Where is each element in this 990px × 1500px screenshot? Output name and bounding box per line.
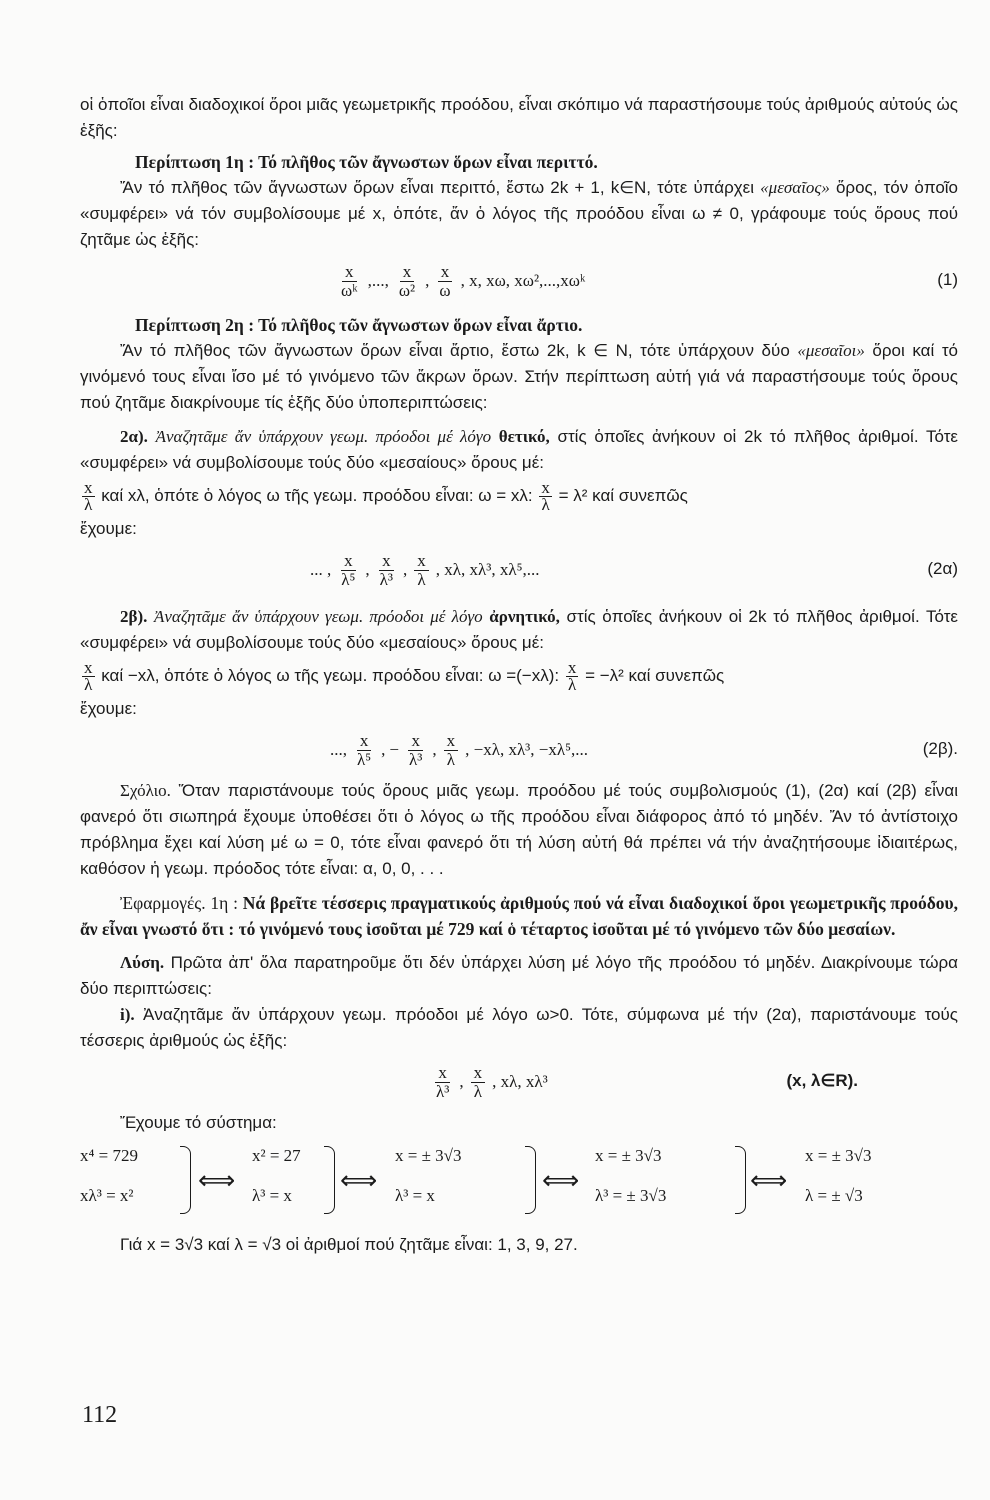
fraction: $\frac{x}{\text{λ³}}$ xyxy=(436,1062,450,1101)
formula-dots: ,..., xyxy=(367,271,389,290)
case1-heading: Περίπτωση 1η : Τό πλῆθος τῶν ἄγνωστων ὅρων εἶναι περιττό. xyxy=(135,152,598,172)
sub2a-paragraph xyxy=(80,424,958,476)
equation-system xyxy=(80,1142,958,1232)
formula-2b: ..., $\frac{x}{\text{λ⁵}}$ , − $\frac{x}{\text{λ³}}$ , $\frac{x}{\lambda}$ , −xλ, xλ³, −xλ⁵,... (2β). xyxy=(330,730,958,769)
system-step-5: x = ± 3√3 λ = ± √3 xyxy=(805,1146,872,1205)
fraction: $\frac{x}{\text{ωᵏ}}$ xyxy=(341,261,358,300)
fraction: $\frac{x}{\lambda}$ xyxy=(444,732,459,769)
sub2b-echoume: ἔχουμε: xyxy=(80,699,137,718)
sub2b-label: 2β). xyxy=(120,607,148,626)
system-intro: Ἔχουμε τό σύστημα: xyxy=(120,1113,277,1132)
equation-number: (x, λ∈R). xyxy=(786,1071,858,1090)
application-paragraph xyxy=(80,890,958,942)
equivalence-arrow: ⟺ xyxy=(198,1166,236,1196)
equivalence-arrow: ⟺ xyxy=(340,1166,378,1196)
system-step-1: x⁴ = 729 xλ³ = x² xyxy=(80,1142,190,1222)
formula-solution: $\frac{x}{\text{λ³}}$ , $\frac{x}{\lambda}$ , xλ, xλ³ (x, λ∈R). xyxy=(80,1056,958,1108)
remark-paragraph xyxy=(80,778,958,882)
fraction: $\frac{x}{\lambda}$ xyxy=(414,552,429,589)
application-label: Ἐφαρμογές. 1η : xyxy=(120,893,238,913)
case1-text-b: ὅρος, τόν ὁποῖο «συμφέρει» νά τόν συμβολίσουμε μέ x, ὁπότε, ἄν ὁ λόγος τῆς προόδου εἶναι ω ≠ 0, γράφουμε τούς ὅρους πού ζητᾶμε ὡς ἑξῆς: xyxy=(80,178,959,249)
case1-text-italic: «μεσαῖος» xyxy=(760,178,830,197)
sub2a-echoume: ἔχουμε: xyxy=(80,519,137,538)
remark-text: Ὅταν παριστάνουμε τούς ὅρους μιᾶς γεωμ. προόδου μέ τούς συμβολισμούς (1), (2α) καί (2β) εἶναι φανερό ὅτι σιωπηρά ἔχουμε ὑποθέσει ὅτι ὁ λόγος ω τῆς προόδου εἶναι διάφορος ἀπό τό μηδέν. Ἄν τό ἀντίστοιχο πρόβλημα ἔχει καί λύση μέ ω = 0, τότε εἶναι φανερό ὅτι τή λύση αὐτή θά πρέπει νά τήν ἀναζητήσουμε ἰδιαιτέρως, καθόσον ἡ γεωμ. πρόοδος τότε εἶναι: α, 0, 0, . . . xyxy=(80,781,958,878)
solution-case-label: i). xyxy=(120,1005,135,1024)
page-number: 112 xyxy=(82,1402,118,1428)
remark-label: Σχόλιο. xyxy=(120,781,171,800)
intro-paragraph: οἱ ὁποῖοι εἶναι διαδοχικοί ὅροι μιᾶς γεωμετρικῆς προόδου, εἶναι σκόπιμο νά παραστήσουμε τούς ἀριθμούς αὐτούς ὡς ἑξῆς: xyxy=(80,95,958,140)
page-content xyxy=(80,92,958,1258)
case1-text-a: Ἄν τό πλῆθος τῶν ἄγνωστων ὅρων εἶναι περιττό, ἔστω 2k + 1, k∈N, τότε ὑπάρχει xyxy=(120,178,761,197)
application-text: Νά βρεῖτε τέσσερις πραγματικούς ἀριθμούς πού νά εἶναι διαδοχικοί ὅροι γεωμετρικῆς προόδου, ἄν εἶναι γνωστό ὅτι : τό γινόμενό τους ἰσοῦται μέ 729 καί ὁ τέταρτος ἰσοῦται μέ τό γινόμενο τῶν δύο μεσαίων. xyxy=(80,893,958,939)
equivalence-arrow: ⟺ xyxy=(750,1166,788,1196)
equation-number: (2α) xyxy=(927,559,958,578)
sub2b-paragraph xyxy=(80,604,958,656)
sub2b-rest: στίς ὁποῖες ἀνήκουν οἱ 2k τό πλῆθος ἀριθμοί. Τότε «συμφέρει» νά συμβολίσουμε τούς δύο «μεσαίους» ὅρους μέ: xyxy=(80,607,958,652)
fraction: $\frac{x}{\text{ω²}}$ xyxy=(398,261,416,300)
case1-paragraph xyxy=(80,175,958,253)
sub2a-bold: θετικό, xyxy=(498,427,550,446)
formula-tail: , x, xω, xω²,...,xωᵏ xyxy=(460,271,586,290)
case2-text-a: Ἄν τό πλῆθος τῶν ἄγνωστων ὅρων εἶναι ἄρτιο, ἔστω 2k, k ∈ N, τότε ὑπάρχουν δύο xyxy=(120,341,798,360)
solution-case-text: Ἀναζητᾶμε ἄν ὑπάρχουν γεωμ. πρόοδοι μέ λόγο ω>0. Τότε, σύμφωνα μέ τήν (2α), παριστάνουμε τούς τέσσερις ἀριθμούς ὡς ἑξῆς: xyxy=(80,1005,958,1050)
solution-case-paragraph xyxy=(80,1002,958,1054)
case2-paragraph xyxy=(80,338,958,416)
sub2a-rest: στίς ὁποῖες ἀνήκουν οἱ 2k τό πλῆθος ἀριθμοί. Τότε «συμφέρει» νά συμβολίσουμε τούς δύο «μεσαίους» ὅρους μέ: xyxy=(80,427,958,472)
case2-text-italic: «μεσαῖοι» xyxy=(797,341,865,360)
fraction: $\frac{x}{\text{λ⁵}}$ xyxy=(357,730,372,769)
formula-2a: ... , $\frac{x}{\text{λ⁵}}$ , $\frac{x}{\text{λ³}}$ , $\frac{x}{\lambda}$ , xλ, xλ³, xλ⁵,... (2α) xyxy=(310,550,958,589)
sub2a-ratio-line: $\frac{x}{\lambda}$ καί xλ, ὁπότε ὁ λόγος ω τῆς γεωμ. προόδου εἶναι: ω = xλ: $\frac{x}{\lambda}$ = λ² καί συνεπῶς xyxy=(84,478,688,515)
case2-heading: Περίπτωση 2η : Τό πλῆθος τῶν ἄγνωστων ὅρων εἶναι ἄρτιο. xyxy=(135,315,583,335)
solution-label: Λύση. xyxy=(120,953,165,972)
equation-number: (2β). xyxy=(922,739,958,758)
sub2b-italic: Ἀναζητᾶμε ἄν ὑπάρχουν γεωμ. πρόοδοι μέ λόγο xyxy=(153,607,483,626)
sub2b-bold: ἀρνητικό, xyxy=(489,607,560,626)
solution-final: Γιά x = 3√3 καί λ = √3 οἱ ἀριθμοί πού ζητᾶμε εἶναι: 1, 3, 9, 27. xyxy=(120,1235,578,1254)
system-step-4: x = ± 3√3 λ³ = ± 3√3 xyxy=(595,1142,745,1222)
equivalence-arrow: ⟺ xyxy=(542,1166,580,1196)
solution-paragraph xyxy=(80,950,958,1002)
fraction: $\frac{x}{\text{λ³}}$ xyxy=(379,550,394,589)
fraction: $\frac{x}{\omega}$ xyxy=(439,261,451,300)
fraction: $\frac{x}{\lambda}$ xyxy=(471,1064,486,1101)
system-step-3: x = ± 3√3 λ³ = x xyxy=(395,1142,535,1222)
case2-text-b: ὅροι καί τό γινόμενό τους εἶναι ἴσο μέ τό γινόμενο τῶν ἄκρων ὅρων. Στήν περίπτωση αὐτή γιά νά παραστήσουμε τούς ὅρους πού ζητᾶμε διακρίνουμε τίς ἑξῆς δύο ὑποπεριπτώσεις: xyxy=(80,341,959,412)
sub2a-italic: Ἀναζητᾶμε ἄν ὑπάρχουν γεωμ. πρόοδοι μέ λόγο xyxy=(155,427,492,446)
equation-number: (1) xyxy=(937,270,958,289)
solution-text: Πρῶτα ἀπ' ὅλα παρατηροῦμε ὅτι δέν ὑπάρχει λύση μέ λόγο τῆς προόδου τό μηδέν. Διακρίνουμε τώρα δύο περιπτώσεις: xyxy=(80,953,958,998)
system-step-2: x² = 27 λ³ = x xyxy=(252,1142,342,1222)
formula-1: $\frac{x}{\text{ωᵏ}}$ ,..., $\frac{x}{\text{ω²}}$ , $\frac{x}{\omega}$ , x, xω, xω²,...,xωᵏ (1) xyxy=(80,255,958,307)
fraction: $\frac{x}{\text{λ³}}$ xyxy=(409,730,423,769)
sub2b-ratio-line: $\frac{x}{\lambda}$ καί −xλ, ὁπότε ὁ λόγος ω τῆς γεωμ. προόδου εἶναι: ω =(−xλ): $\frac{x}{\lambda}$ = −λ² καί συνεπῶς xyxy=(84,658,725,695)
fraction: $\frac{x}{\text{λ⁵}}$ xyxy=(341,550,356,589)
sub2a-label: 2α). xyxy=(120,427,148,446)
